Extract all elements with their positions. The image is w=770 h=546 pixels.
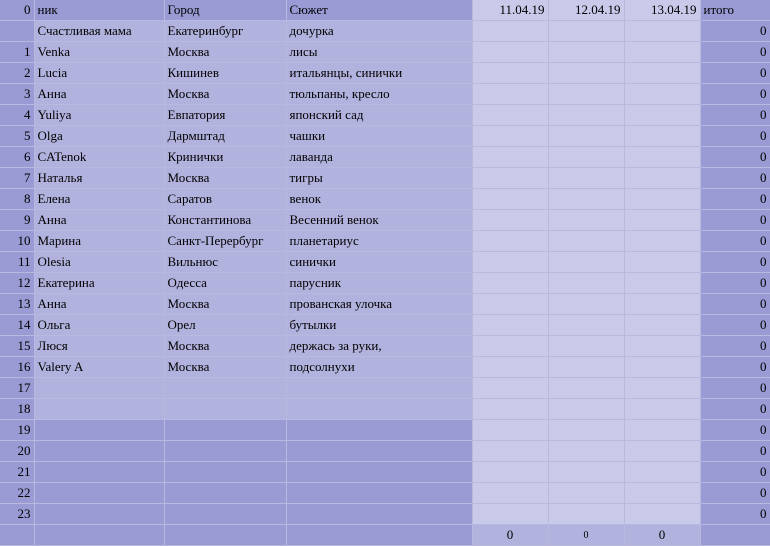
cell-plot[interactable]: японский сад	[286, 105, 472, 126]
cell-city[interactable]: Евпатория	[164, 105, 286, 126]
table-row[interactable]	[0, 357, 770, 378]
cell-total[interactable]: 0	[700, 483, 770, 504]
cell-date-2[interactable]	[548, 63, 624, 84]
cell-date-3[interactable]	[624, 399, 700, 420]
row-index: 5	[0, 126, 34, 147]
cell-plot[interactable]	[286, 399, 472, 420]
cell-plot[interactable]: итальянцы, синички	[286, 63, 472, 84]
table-row[interactable]	[0, 483, 770, 504]
footer-total[interactable]	[700, 525, 770, 546]
cell-date-1[interactable]	[472, 252, 548, 273]
cell-date-2[interactable]	[548, 483, 624, 504]
row-index: 23	[0, 504, 34, 525]
row-index: 14	[0, 315, 34, 336]
row-index: 3	[0, 84, 34, 105]
cell-plot[interactable]: Весенний венок	[286, 210, 472, 231]
footer-nick[interactable]	[34, 525, 164, 546]
cell-city[interactable]	[164, 441, 286, 462]
header-index: 0	[0, 0, 34, 21]
header-total[interactable]: итого	[700, 0, 770, 21]
cell-total[interactable]: 0	[700, 126, 770, 147]
row-index: 15	[0, 336, 34, 357]
cell-plot[interactable]: чашки	[286, 126, 472, 147]
cell-date-3[interactable]	[624, 294, 700, 315]
cell-plot[interactable]	[286, 504, 472, 525]
cell-date-1[interactable]	[472, 483, 548, 504]
cell-date-2[interactable]	[548, 126, 624, 147]
cell-date-1[interactable]	[472, 63, 548, 84]
cell-nick[interactable]	[34, 399, 164, 420]
cell-nick[interactable]: Наталья	[34, 168, 164, 189]
cell-date-3[interactable]	[624, 210, 700, 231]
cell-total[interactable]: 0	[700, 84, 770, 105]
cell-nick[interactable]: CATenok	[34, 147, 164, 168]
cell-date-3[interactable]	[624, 462, 700, 483]
row-index	[0, 21, 34, 42]
cell-date-2[interactable]	[548, 336, 624, 357]
cell-date-1[interactable]	[472, 336, 548, 357]
cell-date-2[interactable]	[548, 357, 624, 378]
row-index: 2	[0, 63, 34, 84]
cell-nick[interactable]	[34, 483, 164, 504]
cell-date-1[interactable]	[472, 462, 548, 483]
cell-date-2[interactable]	[548, 210, 624, 231]
cell-plot[interactable]: бутылки	[286, 315, 472, 336]
cell-nick[interactable]	[34, 378, 164, 399]
cell-city[interactable]	[164, 462, 286, 483]
table-row[interactable]	[0, 189, 770, 210]
cell-total[interactable]: 0	[700, 294, 770, 315]
cell-date-2[interactable]	[548, 84, 624, 105]
row-index: 17	[0, 378, 34, 399]
cell-total[interactable]: 0	[700, 273, 770, 294]
cell-nick[interactable]: Люся	[34, 336, 164, 357]
cell-date-2[interactable]	[548, 189, 624, 210]
cell-date-1[interactable]	[472, 378, 548, 399]
cell-city[interactable]: Одесса	[164, 273, 286, 294]
cell-nick[interactable]	[34, 504, 164, 525]
table-row[interactable]	[0, 420, 770, 441]
row-index: 16	[0, 357, 34, 378]
cell-city[interactable]: Дармштад	[164, 126, 286, 147]
cell-date-2[interactable]	[548, 252, 624, 273]
cell-plot[interactable]: парусник	[286, 273, 472, 294]
footer-city[interactable]	[164, 525, 286, 546]
cell-nick[interactable]: Екатерина	[34, 273, 164, 294]
cell-city[interactable]: Санкт-Перербург	[164, 231, 286, 252]
table-row[interactable]	[0, 84, 770, 105]
cell-date-3[interactable]	[624, 105, 700, 126]
header-date-3[interactable]: 13.04.19	[624, 0, 700, 21]
table-row[interactable]	[0, 252, 770, 273]
cell-date-2[interactable]	[548, 399, 624, 420]
cell-city[interactable]: Кишинев	[164, 63, 286, 84]
table-row[interactable]	[0, 273, 770, 294]
table-row[interactable]	[0, 294, 770, 315]
cell-date-1[interactable]	[472, 147, 548, 168]
footer-sum-1[interactable]: 0	[472, 525, 548, 546]
cell-nick[interactable]: Ольга	[34, 315, 164, 336]
cell-nick[interactable]: Анна	[34, 294, 164, 315]
cell-city[interactable]	[164, 504, 286, 525]
cell-total[interactable]: 0	[700, 336, 770, 357]
row-index: 13	[0, 294, 34, 315]
cell-city[interactable]: Москва	[164, 294, 286, 315]
row-index: 22	[0, 483, 34, 504]
cell-date-3[interactable]	[624, 126, 700, 147]
header-date-2[interactable]: 12.04.19	[548, 0, 624, 21]
cell-date-3[interactable]	[624, 273, 700, 294]
footer-index	[0, 525, 34, 546]
cell-date-2[interactable]	[548, 378, 624, 399]
table-row[interactable]	[0, 105, 770, 126]
cell-nick[interactable]	[34, 462, 164, 483]
cell-date-1[interactable]	[472, 210, 548, 231]
row-index: 11	[0, 252, 34, 273]
cell-date-3[interactable]	[624, 147, 700, 168]
cell-date-1[interactable]	[472, 84, 548, 105]
table-row[interactable]	[0, 315, 770, 336]
cell-date-2[interactable]	[548, 315, 624, 336]
cell-date-1[interactable]	[472, 189, 548, 210]
cell-nick[interactable]: Lucia	[34, 63, 164, 84]
row-index: 7	[0, 168, 34, 189]
cell-date-3[interactable]	[624, 441, 700, 462]
cell-city[interactable]	[164, 399, 286, 420]
cell-plot[interactable]: держась за руки,	[286, 336, 472, 357]
cell-date-2[interactable]	[548, 105, 624, 126]
table-row[interactable]	[0, 63, 770, 84]
table-row[interactable]	[0, 21, 770, 42]
cell-plot[interactable]	[286, 441, 472, 462]
row-index: 20	[0, 441, 34, 462]
cell-plot[interactable]	[286, 378, 472, 399]
cell-nick[interactable]: Olesia	[34, 252, 164, 273]
cell-date-3[interactable]	[624, 336, 700, 357]
cell-date-2[interactable]	[548, 504, 624, 525]
cell-plot[interactable]: планетариус	[286, 231, 472, 252]
cell-total[interactable]: 0	[700, 252, 770, 273]
cell-plot[interactable]: венок	[286, 189, 472, 210]
cell-date-1[interactable]	[472, 273, 548, 294]
table-row[interactable]	[0, 168, 770, 189]
cell-date-2[interactable]	[548, 147, 624, 168]
cell-date-1[interactable]	[472, 294, 548, 315]
cell-date-1[interactable]	[472, 504, 548, 525]
cell-city[interactable]: Саратов	[164, 189, 286, 210]
cell-date-2[interactable]	[548, 231, 624, 252]
cell-total[interactable]: 0	[700, 378, 770, 399]
cell-nick[interactable]: Venka	[34, 42, 164, 63]
cell-city[interactable]: Вильнюс	[164, 252, 286, 273]
cell-total[interactable]: 0	[700, 357, 770, 378]
cell-city[interactable]	[164, 483, 286, 504]
cell-nick[interactable]: Анна	[34, 84, 164, 105]
row-index: 1	[0, 42, 34, 63]
cell-date-2[interactable]	[548, 21, 624, 42]
cell-plot[interactable]: синички	[286, 252, 472, 273]
cell-date-2[interactable]	[548, 462, 624, 483]
cell-plot[interactable]: тюльпаны, кресло	[286, 84, 472, 105]
table-row[interactable]	[0, 210, 770, 231]
cell-total[interactable]: 0	[700, 315, 770, 336]
cell-date-1[interactable]	[472, 420, 548, 441]
cell-nick[interactable]	[34, 420, 164, 441]
cell-city[interactable]: Москва	[164, 84, 286, 105]
cell-total[interactable]: 0	[700, 63, 770, 84]
cell-total[interactable]: 0	[700, 504, 770, 525]
table-footer-row[interactable]	[0, 525, 770, 546]
cell-nick[interactable]: Анна	[34, 210, 164, 231]
table-header-row	[0, 0, 770, 21]
cell-date-3[interactable]	[624, 168, 700, 189]
row-index: 9	[0, 210, 34, 231]
cell-date-2[interactable]	[548, 42, 624, 63]
footer-sum-3[interactable]: 0	[624, 525, 700, 546]
cell-nick[interactable]: Марина	[34, 231, 164, 252]
cell-date-1[interactable]	[472, 357, 548, 378]
cell-plot[interactable]	[286, 420, 472, 441]
cell-city[interactable]: Москва	[164, 42, 286, 63]
cell-date-3[interactable]	[624, 21, 700, 42]
cell-date-3[interactable]	[624, 420, 700, 441]
cell-total[interactable]: 0	[700, 399, 770, 420]
cell-date-1[interactable]	[472, 126, 548, 147]
cell-date-3[interactable]	[624, 63, 700, 84]
cell-city[interactable]: Москва	[164, 336, 286, 357]
cell-nick[interactable]: Yuliya	[34, 105, 164, 126]
cell-plot[interactable]: тигры	[286, 168, 472, 189]
table-row[interactable]	[0, 378, 770, 399]
table-row[interactable]	[0, 399, 770, 420]
header-plot[interactable]: Сюжет	[286, 0, 472, 21]
row-index: 21	[0, 462, 34, 483]
cell-date-1[interactable]	[472, 105, 548, 126]
cell-date-2[interactable]	[548, 420, 624, 441]
cell-total[interactable]: 0	[700, 210, 770, 231]
cell-nick[interactable]: Valery A	[34, 357, 164, 378]
table-row[interactable]	[0, 441, 770, 462]
cell-plot[interactable]: лаванда	[286, 147, 472, 168]
cell-total[interactable]: 0	[700, 462, 770, 483]
cell-date-3[interactable]	[624, 483, 700, 504]
row-index: 12	[0, 273, 34, 294]
row-index: 8	[0, 189, 34, 210]
row-index: 4	[0, 105, 34, 126]
row-index: 6	[0, 147, 34, 168]
cell-city[interactable]	[164, 378, 286, 399]
table-row[interactable]	[0, 504, 770, 525]
row-index: 18	[0, 399, 34, 420]
cell-total[interactable]: 0	[700, 420, 770, 441]
cell-total[interactable]: 0	[700, 231, 770, 252]
cell-city[interactable]: Москва	[164, 168, 286, 189]
cell-date-1[interactable]	[472, 168, 548, 189]
cell-city[interactable]	[164, 420, 286, 441]
cell-nick[interactable]: Olga	[34, 126, 164, 147]
cell-date-3[interactable]	[624, 42, 700, 63]
cell-date-1[interactable]	[472, 42, 548, 63]
cell-date-3[interactable]	[624, 252, 700, 273]
cell-date-1[interactable]	[472, 231, 548, 252]
cell-date-3[interactable]	[624, 378, 700, 399]
row-index: 19	[0, 420, 34, 441]
cell-date-2[interactable]	[548, 441, 624, 462]
cell-total[interactable]: 0	[700, 42, 770, 63]
cell-city[interactable]: Москва	[164, 357, 286, 378]
cell-date-3[interactable]	[624, 84, 700, 105]
cell-city[interactable]: Орел	[164, 315, 286, 336]
cell-total[interactable]: 0	[700, 21, 770, 42]
cell-total[interactable]: 0	[700, 147, 770, 168]
table-row[interactable]	[0, 462, 770, 483]
cell-total[interactable]: 0	[700, 441, 770, 462]
cell-city[interactable]: Кринички	[164, 147, 286, 168]
header-nick[interactable]: ник	[34, 0, 164, 21]
cell-total[interactable]: 0	[700, 189, 770, 210]
cell-date-1[interactable]	[472, 399, 548, 420]
cell-city[interactable]: Константинова	[164, 210, 286, 231]
cell-plot[interactable]	[286, 483, 472, 504]
cell-date-3[interactable]	[624, 357, 700, 378]
table-row[interactable]	[0, 126, 770, 147]
row-index: 10	[0, 231, 34, 252]
cell-date-3[interactable]	[624, 189, 700, 210]
cell-date-3[interactable]	[624, 504, 700, 525]
cell-date-1[interactable]	[472, 441, 548, 462]
table-row[interactable]	[0, 42, 770, 63]
cell-date-3[interactable]	[624, 231, 700, 252]
cell-plot[interactable]: прованская улочка	[286, 294, 472, 315]
cell-city[interactable]: Екатеринбург	[164, 21, 286, 42]
table-row[interactable]	[0, 336, 770, 357]
cell-plot[interactable]: лисы	[286, 42, 472, 63]
table-row[interactable]	[0, 231, 770, 252]
cell-plot[interactable]: дочурка	[286, 21, 472, 42]
header-city[interactable]: Город	[164, 0, 286, 21]
table-row[interactable]	[0, 147, 770, 168]
cell-nick[interactable]: Елена	[34, 189, 164, 210]
cell-date-1[interactable]	[472, 315, 548, 336]
cell-date-3[interactable]	[624, 315, 700, 336]
cell-nick[interactable]: Счастливая мама	[34, 21, 164, 42]
cell-total[interactable]: 0	[700, 168, 770, 189]
cell-date-2[interactable]	[548, 294, 624, 315]
cell-plot[interactable]	[286, 462, 472, 483]
cell-nick[interactable]	[34, 441, 164, 462]
cell-date-2[interactable]	[548, 273, 624, 294]
cell-date-2[interactable]	[548, 168, 624, 189]
cell-date-1[interactable]	[472, 21, 548, 42]
cell-total[interactable]: 0	[700, 105, 770, 126]
footer-plot[interactable]	[286, 525, 472, 546]
footer-sum-2[interactable]: 0	[548, 525, 624, 546]
header-date-1[interactable]: 11.04.19	[472, 0, 548, 21]
cell-plot[interactable]: подсолнухи	[286, 357, 472, 378]
